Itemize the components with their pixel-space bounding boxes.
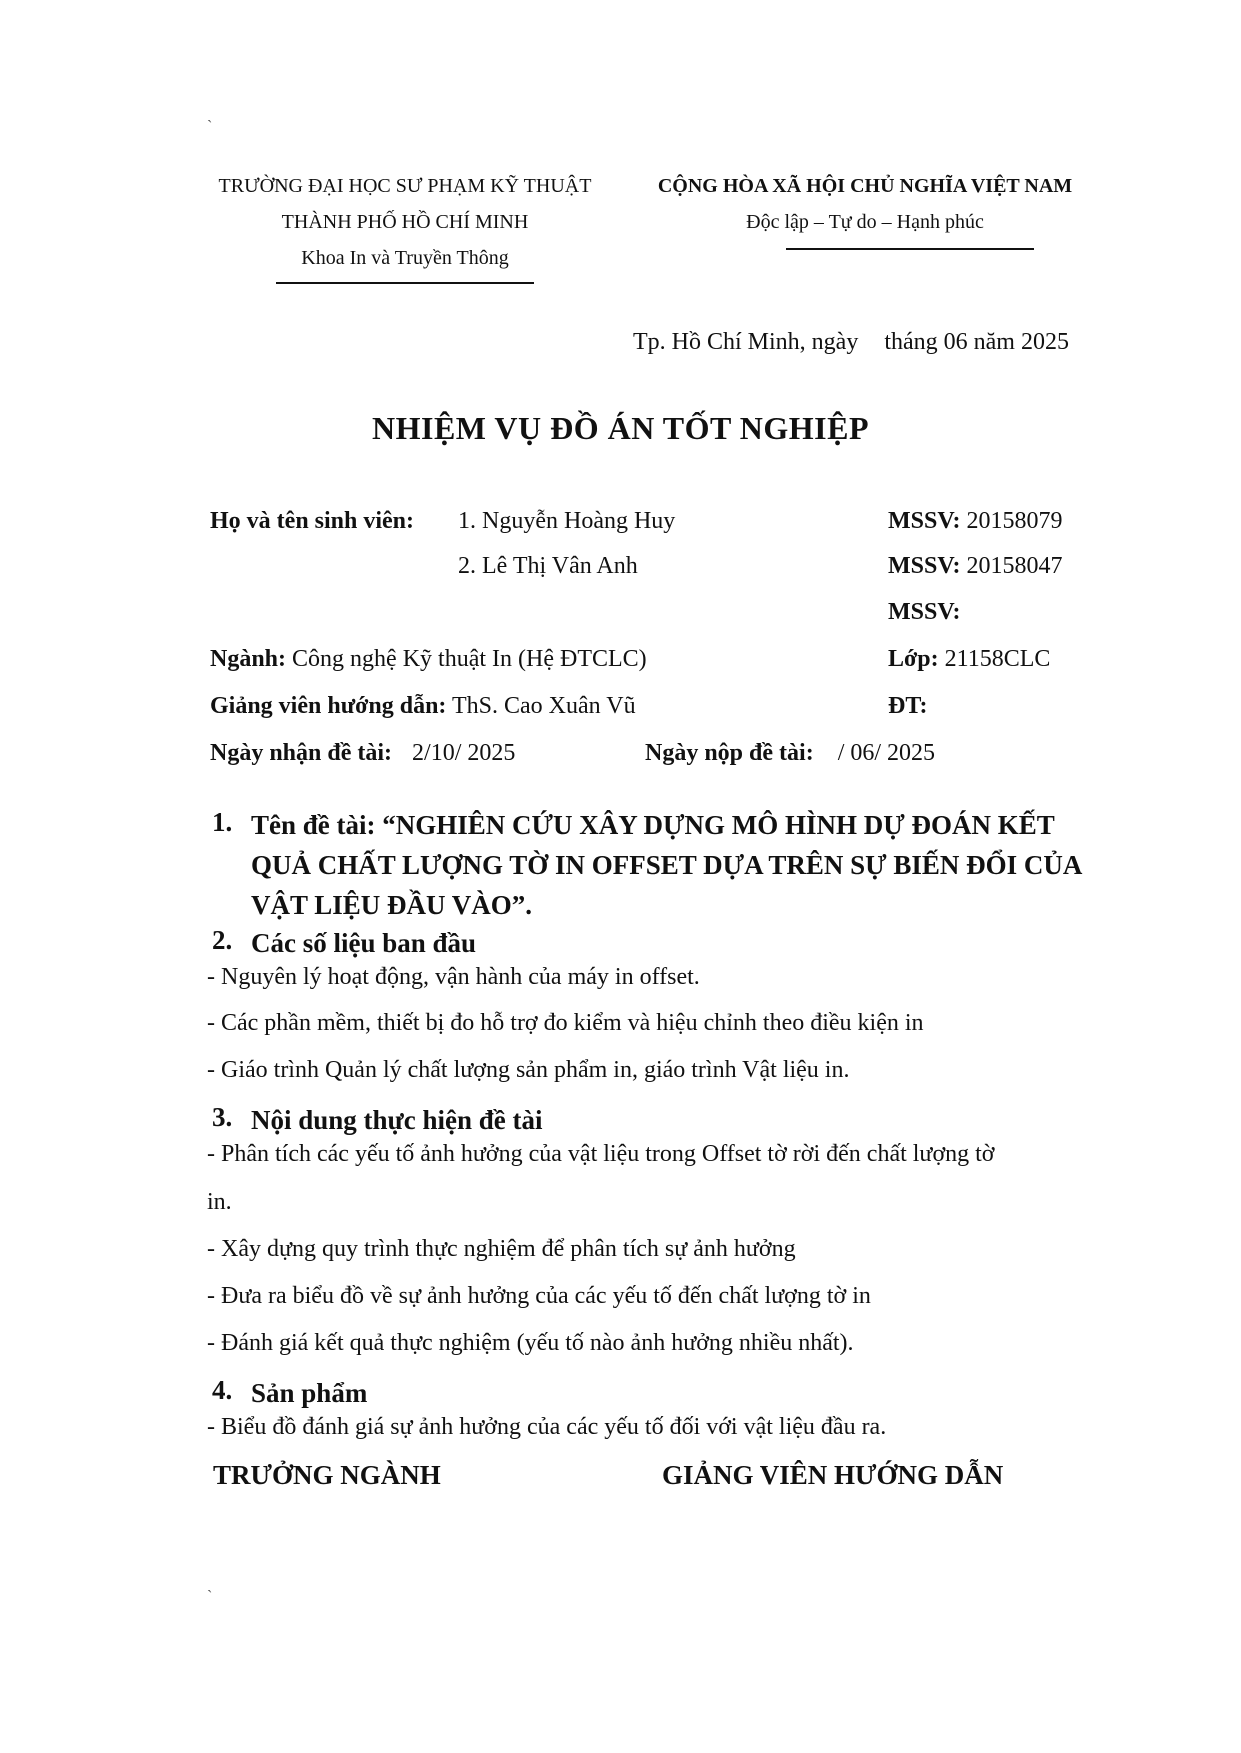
section-1-heading: Tên đề tài: “NGHIÊN CỨU XÂY DỰNG MÔ HÌNH DỰ ĐOÁN KẾT QUẢ CHẤT LƯỢNG TỜ IN OFFSET DỰA TRÊN SỰ BIẾN ĐỔI CỦA VẬT LIỆU ĐẦU VÀO”. xyxy=(251,810,1081,920)
receive-date-row: Ngày nhận đề tài: 2/10/ 2025 xyxy=(210,740,516,766)
stray-mark-top: ` xyxy=(207,118,213,135)
advisor-value: ThS. Cao Xuân Vũ xyxy=(452,693,636,719)
stray-mark-bottom: ` xyxy=(207,1588,213,1605)
faculty-name: Khoa In và Truyền Thông xyxy=(301,247,509,269)
university-name: TRƯỜNG ĐẠI HỌC SƯ PHẠM KỸ THUẬT xyxy=(218,175,592,197)
list-item: - Đưa ra biểu đồ về sự ảnh hưởng của các yếu tố đến chất lượng tờ in xyxy=(207,1283,871,1309)
date-line xyxy=(633,329,1069,356)
section-4-number: 4. xyxy=(212,1375,233,1405)
national-motto: Độc lập – Tự do – Hạnh phúc xyxy=(746,211,984,233)
country-name: CỘNG HÒA XÃ HỘI CHỦ NGHĨA VIỆT NAM xyxy=(657,175,1073,197)
national-underline xyxy=(786,248,1034,250)
section-2-heading: Các số liệu ban đầu xyxy=(251,928,477,958)
section-3-number: 3. xyxy=(212,1102,233,1132)
receive-date-value: 2/10/ 2025 xyxy=(412,740,516,766)
section-3-heading: Nội dung thực hiện đề tài xyxy=(251,1105,543,1135)
department-head-signature-label: TRƯỞNG NGÀNH xyxy=(213,1460,441,1490)
student-id-2: MSSV: 20158047 xyxy=(888,553,1063,579)
list-item: - Đánh giá kết quả thực nghiệm (yếu tố nào ảnh hưởng nhiều nhất). xyxy=(207,1330,854,1356)
national-header xyxy=(645,168,1085,240)
list-item: in. xyxy=(207,1189,232,1215)
institution-header xyxy=(205,168,605,276)
advisor-signature-label: GIẢNG VIÊN HƯỚNG DẪN xyxy=(662,1460,1004,1490)
list-item: - Biểu đồ đánh giá sự ảnh hưởng của các yếu tố đối với vật liệu đầu ra. xyxy=(207,1414,887,1440)
student-name-1: 1. Nguyễn Hoàng Huy xyxy=(458,508,676,534)
major-value: Công nghệ Kỹ thuật In (Hệ ĐTCLC) xyxy=(292,646,647,672)
major-row: Ngành: Công nghệ Kỹ thuật In (Hệ ĐTCLC) xyxy=(210,646,647,672)
date-suffix: tháng 06 năm 2025 xyxy=(884,329,1069,355)
city-name: THÀNH PHỐ HỒ CHÍ MINH xyxy=(281,211,529,233)
section-4-heading: Sản phẩm xyxy=(251,1378,368,1408)
class-value: 21158CLC xyxy=(944,646,1051,672)
list-item: - Phân tích các yếu tố ảnh hưởng của vật liệu trong Offset tờ rời đến chất lượng tờ xyxy=(207,1141,995,1167)
student-id-3: MSSV: xyxy=(888,599,961,625)
section-2-number: 2. xyxy=(212,925,233,955)
class-row: Lớp: 21158CLC xyxy=(888,646,1051,672)
document-title: NHIỆM VỤ ĐỒ ÁN TỐT NGHIỆP xyxy=(371,410,869,446)
list-item: - Nguyên lý hoạt động, vận hành của máy in offset. xyxy=(207,964,700,990)
list-item: - Xây dựng quy trình thực nghiệm để phân tích sự ảnh hưởng xyxy=(207,1236,796,1262)
list-item: - Giáo trình Quản lý chất lượng sản phẩm in, giáo trình Vật liệu in. xyxy=(207,1057,850,1083)
phone-row: ĐT: xyxy=(888,693,928,719)
advisor-row: Giảng viên hướng dẫn: ThS. Cao Xuân Vũ xyxy=(210,693,636,719)
section-1-number: 1. xyxy=(212,807,233,837)
student-name-2: 2. Lê Thị Vân Anh xyxy=(458,553,638,579)
date-prefix: Tp. Hồ Chí Minh, ngày xyxy=(633,329,859,355)
submit-date-row: Ngày nộp đề tài: / 06/ 2025 xyxy=(645,740,936,766)
students-label: Họ và tên sinh viên: xyxy=(210,508,415,534)
submit-date-value: / 06/ 2025 xyxy=(837,740,936,766)
student-id-1: MSSV: 20158079 xyxy=(888,508,1063,534)
institution-underline xyxy=(276,282,534,284)
list-item: - Các phần mềm, thiết bị đo hỗ trợ đo kiểm và hiệu chỉnh theo điều kiện in xyxy=(207,1010,924,1036)
